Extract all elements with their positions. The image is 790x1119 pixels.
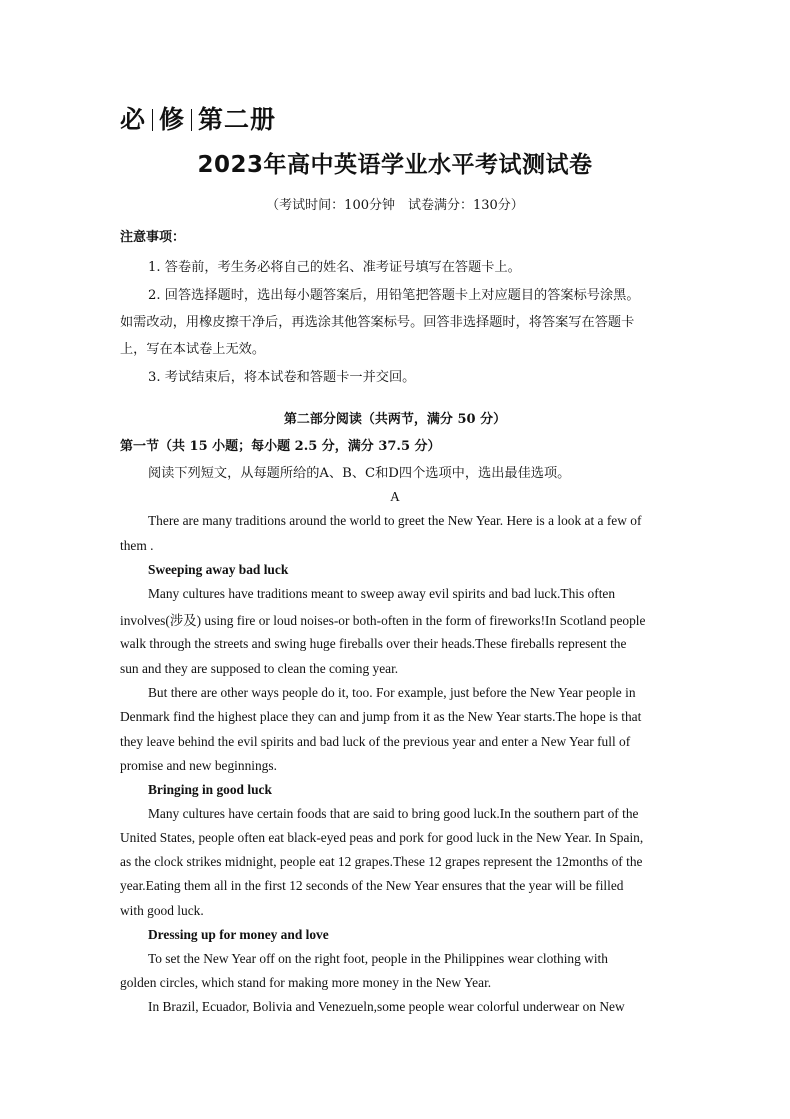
section-title: 第一节（共 15 小题；每小题 2.5 分，满分 37.5 分） bbox=[120, 439, 441, 454]
passage-label: A bbox=[390, 489, 400, 504]
series-label bbox=[120, 100, 276, 136]
passage-line: involves(涉及) using fire or loud noises-or both-often in the form of fireworks!In Scotland people bbox=[120, 613, 646, 628]
separator-bar bbox=[191, 109, 192, 131]
notice-heading: 注意事项： bbox=[120, 230, 186, 245]
series-part-3: 第二册 bbox=[198, 105, 277, 134]
passage-line: as the clock strikes midnight, people eat 12 grapes.These 12 grapes represent the 12months of the bbox=[120, 854, 643, 869]
part-title: 第二部分阅读（共两节，满分 50 分） bbox=[283, 412, 507, 427]
series-part-1: 必 bbox=[120, 105, 147, 134]
passage-line: year.Eating them all in the first 12 seconds of the New Year ensures that the year will be filled bbox=[120, 878, 624, 893]
passage-line: But there are other ways people do it, too. For example, just before the New Year people in bbox=[148, 685, 636, 700]
passage-line: Many cultures have traditions meant to sweep away evil spirits and bad luck.This often bbox=[148, 586, 616, 601]
passage-line: them . bbox=[120, 538, 154, 553]
passage-line: Many cultures have certain foods that are said to bring good luck.In the southern part of the bbox=[148, 806, 639, 821]
passage-line: Denmark find the highest place they can and jump from it as the New Year starts.The hope is that bbox=[120, 709, 642, 724]
passage-line: United States, people often eat black-eyed peas and pork for good luck in the New Year. In Spain, bbox=[120, 830, 644, 845]
passage-line: sun and they are supposed to clean the coming year. bbox=[120, 661, 399, 676]
passage-line: walk through the streets and swing huge fireballs over their heads.These fireballs represent the bbox=[120, 636, 627, 651]
notice-item-2-line-3: 上，写在本试卷上无效。 bbox=[120, 342, 266, 357]
notice-item-2-line-1: 2. 回答选择题时，选出每小题答案后，用铅笔把答题卡上对应题目的答案标号涂黑。 bbox=[148, 288, 640, 303]
passage-line: In Brazil, Ecuador, Bolivia and Venezueln,some people wear colorful underwear on New bbox=[148, 999, 625, 1014]
notice-item-2-line-2: 如需改动，用橡皮擦干净后，再选涂其他答案标号。回答非选择题时，将答案写在答题卡 bbox=[120, 315, 635, 330]
notice-item-1: 1. 答卷前，考生务必将自己的姓名、准考证号填写在答题卡上。 bbox=[148, 260, 521, 275]
notice-item-3: 3. 考试结束后，将本试卷和答题卡一并交回。 bbox=[148, 370, 416, 385]
instruction-text: 阅读下列短文，从每题所给的A、B、C和D四个选项中，选出最佳选项。 bbox=[148, 466, 571, 481]
separator-bar bbox=[152, 109, 153, 131]
passage-line: To set the New Year off on the right foot, people in the Philippines wear clothing with bbox=[148, 951, 608, 966]
series-part-2: 修 bbox=[159, 105, 186, 134]
exam-subtitle: （考试时间：100分钟 试卷满分：130分） bbox=[266, 198, 524, 213]
passage-line: they leave behind the evil spirits and bad luck of the previous year and enter a New Year full of bbox=[120, 734, 631, 749]
passage-line: with good luck. bbox=[120, 903, 204, 918]
passage-line: There are many traditions around the world to greet the New Year. Here is a look at a few of bbox=[148, 513, 642, 528]
passage-heading-3: Dressing up for money and love bbox=[148, 927, 329, 942]
passage-heading-2: Bringing in good luck bbox=[148, 782, 272, 797]
passage-heading-1: Sweeping away bad luck bbox=[148, 562, 289, 577]
exam-title: 2023年高中英语学业水平考试测试卷 bbox=[197, 152, 593, 178]
passage-line: promise and new beginnings. bbox=[120, 758, 277, 773]
passage-line: golden circles, which stand for making more money in the New Year. bbox=[120, 975, 492, 990]
